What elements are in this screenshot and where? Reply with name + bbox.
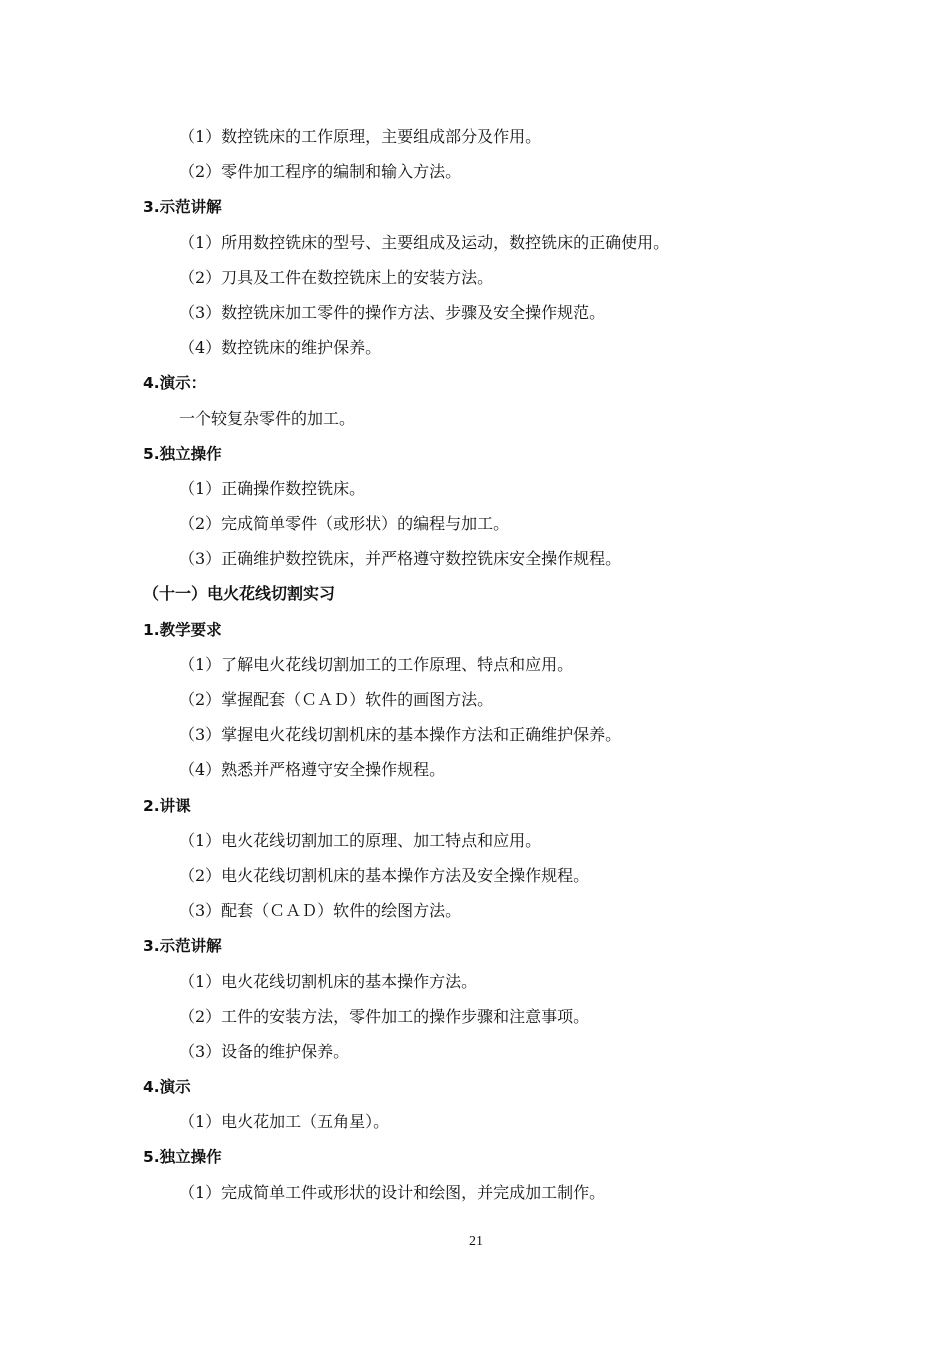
subsection-heading: 5.独立操作 bbox=[143, 1148, 222, 1167]
list-item: （1）了解电火花线切割加工的工作原理、特点和应用。 bbox=[179, 654, 574, 674]
subsection-heading: 3.示范讲解 bbox=[143, 937, 222, 956]
list-item: （2）工件的安装方法，零件加工的操作步骤和注意事项。 bbox=[179, 1006, 590, 1026]
subsection-heading: 5.独立操作 bbox=[143, 444, 222, 463]
subsection-heading: 1.教学要求 bbox=[143, 620, 222, 639]
list-item: （1）所用数控铣床的型号、主要组成及运动，数控铣床的正确使用。 bbox=[179, 232, 670, 252]
list-item: （1）完成简单工件或形状的设计和绘图，并完成加工制作。 bbox=[179, 1182, 606, 1202]
list-item: （1）电火花加工（五角星）。 bbox=[179, 1112, 390, 1132]
subsection-heading: 2.讲课 bbox=[143, 796, 191, 815]
body-text: 一个较复杂零件的加工。 bbox=[179, 408, 356, 428]
list-item: （3）配套（ＣＡＤ）软件的绘图方法。 bbox=[179, 901, 462, 921]
subsection-heading: 4.演示 bbox=[143, 1078, 191, 1097]
list-item: （3）正确维护数控铣床，并严格遵守数控铣床安全操作规程。 bbox=[179, 549, 622, 569]
document-body bbox=[143, 124, 823, 1215]
list-item: （4）数控铣床的维护保养。 bbox=[179, 338, 382, 358]
list-item: （3）掌握电火花线切割机床的基本操作方法和正确维护保养。 bbox=[179, 725, 622, 745]
section-heading: （十一）电火花线切割实习 bbox=[143, 584, 336, 604]
list-item: （2）完成简单零件（或形状）的编程与加工。 bbox=[179, 514, 510, 534]
list-item: （1）电火花线切割加工的原理、加工特点和应用。 bbox=[179, 830, 542, 850]
subsection-heading: 4.演示： bbox=[143, 374, 207, 393]
list-item: （2）刀具及工件在数控铣床上的安装方法。 bbox=[179, 267, 494, 287]
list-item: （2）零件加工程序的编制和输入方法。 bbox=[179, 162, 462, 182]
list-item: （1）数控铣床的工作原理，主要组成部分及作用。 bbox=[179, 127, 542, 146]
list-item: （3）设备的维护保养。 bbox=[179, 1041, 350, 1061]
page-number: 21 bbox=[469, 1234, 483, 1249]
list-item: （4）熟悉并严格遵守安全操作规程。 bbox=[179, 760, 446, 780]
list-item: （3）数控铣床加工零件的操作方法、步骤及安全操作规范。 bbox=[179, 302, 606, 322]
list-item: （1）电火花线切割机床的基本操作方法。 bbox=[179, 971, 478, 991]
subsection-heading: 3.示范讲解 bbox=[143, 198, 222, 217]
list-item: （1）正确操作数控铣床。 bbox=[179, 478, 366, 498]
list-item: （2）掌握配套（ＣＡＤ）软件的画图方法。 bbox=[179, 690, 494, 709]
list-item: （2）电火花线切割机床的基本操作方法及安全操作规程。 bbox=[179, 865, 590, 885]
